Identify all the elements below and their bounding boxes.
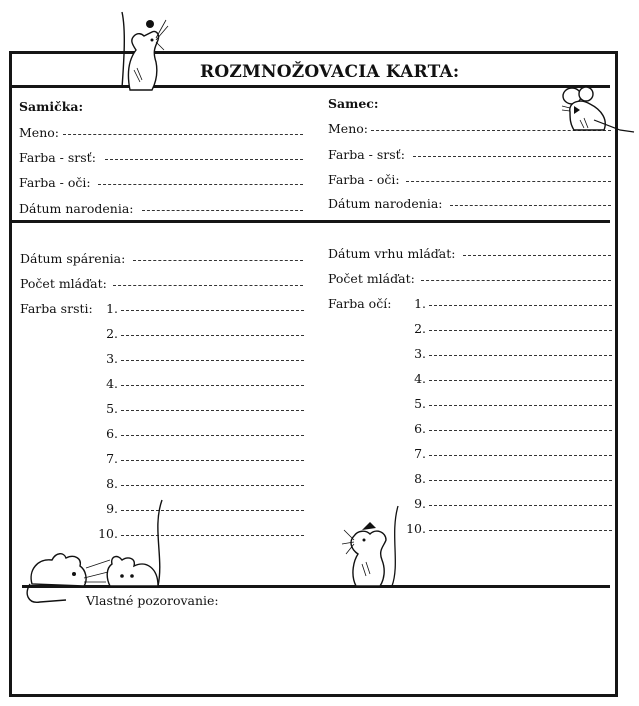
male-birthdate-label: Dátum narodenia: — [328, 196, 443, 211]
female-birthdate-label: Dátum narodenia: — [19, 201, 134, 216]
eye-color-item-field[interactable] — [429, 355, 612, 356]
fur-color-item-number: 6. — [106, 426, 118, 441]
fur-color-item-number: 2. — [106, 326, 118, 341]
fur-color-item-field[interactable] — [121, 385, 304, 386]
observation-label: Vlastné pozorovanie: — [86, 593, 219, 608]
fur-color-item-field[interactable] — [121, 435, 304, 436]
section-divider — [12, 220, 610, 223]
male-name-label: Meno: — [328, 121, 368, 136]
fur-color-item-number: 9. — [106, 501, 118, 516]
mouse-top-left-illustration — [112, 10, 172, 90]
mating-date-label: Dátum spárenia: — [20, 251, 126, 266]
fur-color-label: Farba srsti: — [20, 301, 93, 316]
eye-color-item-number: 8. — [414, 471, 426, 486]
eye-color-item-number: 4. — [414, 371, 426, 386]
fur-color-item-number: 4. — [106, 376, 118, 391]
eye-color-item-field[interactable] — [429, 305, 612, 306]
male-eyes-label: Farba - oči: — [328, 172, 400, 187]
fur-color-item-number: 1. — [106, 301, 118, 316]
female-eyes-field[interactable] — [98, 184, 303, 185]
fur-color-item-number: 5. — [106, 401, 118, 416]
fur-color-item-field[interactable] — [121, 485, 304, 486]
fur-color-item-number: 10. — [98, 526, 118, 541]
female-fur-label: Farba - srsť: — [19, 150, 96, 165]
female-heading: Samička: — [19, 99, 84, 114]
female-name-label: Meno: — [19, 125, 59, 140]
eye-color-item-field[interactable] — [429, 530, 612, 531]
eye-color-item-number: 7. — [414, 446, 426, 461]
eye-color-label: Farba očí: — [328, 296, 392, 311]
eye-color-item-field[interactable] — [429, 405, 612, 406]
litter-birth-date-label: Dátum vrhu mláďat: — [328, 246, 456, 261]
eye-color-item-number: 9. — [414, 496, 426, 511]
fur-color-item-number: 7. — [106, 451, 118, 466]
litter-birth-date-field[interactable] — [463, 255, 611, 256]
title-divider — [12, 85, 610, 88]
eye-color-item-number: 5. — [414, 396, 426, 411]
male-eyes-field[interactable] — [406, 181, 611, 182]
pups-count-right-field[interactable] — [421, 280, 611, 281]
eye-color-item-field[interactable] — [429, 330, 612, 331]
eye-color-item-number: 2. — [414, 321, 426, 336]
eye-color-item-field[interactable] — [429, 505, 612, 506]
pups-count-right-label: Počet mláďat: — [328, 271, 415, 286]
eye-color-item-number: 3. — [414, 346, 426, 361]
eye-color-item-number: 10. — [406, 521, 426, 536]
pups-count-left-label: Počet mláďat: — [20, 276, 107, 291]
mice-bottom-left-illustration — [22, 498, 172, 608]
page-title: ROZMNOŽOVACIA KARTA: — [200, 62, 460, 82]
fur-color-item-field[interactable] — [121, 310, 304, 311]
eye-color-item-number: 6. — [414, 421, 426, 436]
eye-color-item-field[interactable] — [429, 455, 612, 456]
eye-color-item-field[interactable] — [429, 480, 612, 481]
male-fur-field[interactable] — [413, 156, 611, 157]
fur-color-item-field[interactable] — [121, 410, 304, 411]
mouse-bottom-right-illustration — [340, 504, 410, 590]
male-birthdate-field[interactable] — [450, 205, 611, 206]
mouse-top-right-illustration — [560, 84, 635, 144]
fur-color-item-field[interactable] — [121, 335, 304, 336]
fur-color-item-number: 3. — [106, 351, 118, 366]
female-fur-field[interactable] — [105, 159, 303, 160]
male-fur-label: Farba - srsť: — [328, 147, 405, 162]
mating-date-field[interactable] — [133, 260, 303, 261]
pups-count-left-field[interactable] — [113, 285, 303, 286]
fur-color-item-number: 8. — [106, 476, 118, 491]
fur-color-item-field[interactable] — [121, 460, 304, 461]
eye-color-item-field[interactable] — [429, 380, 612, 381]
female-name-field[interactable] — [63, 134, 303, 135]
fur-color-item-field[interactable] — [121, 360, 304, 361]
female-birthdate-field[interactable] — [142, 210, 303, 211]
eye-color-item-field[interactable] — [429, 430, 612, 431]
female-eyes-label: Farba - oči: — [19, 175, 91, 190]
observation-area[interactable] — [20, 612, 608, 687]
male-heading: Samec: — [328, 96, 379, 111]
eye-color-item-number: 1. — [414, 296, 426, 311]
